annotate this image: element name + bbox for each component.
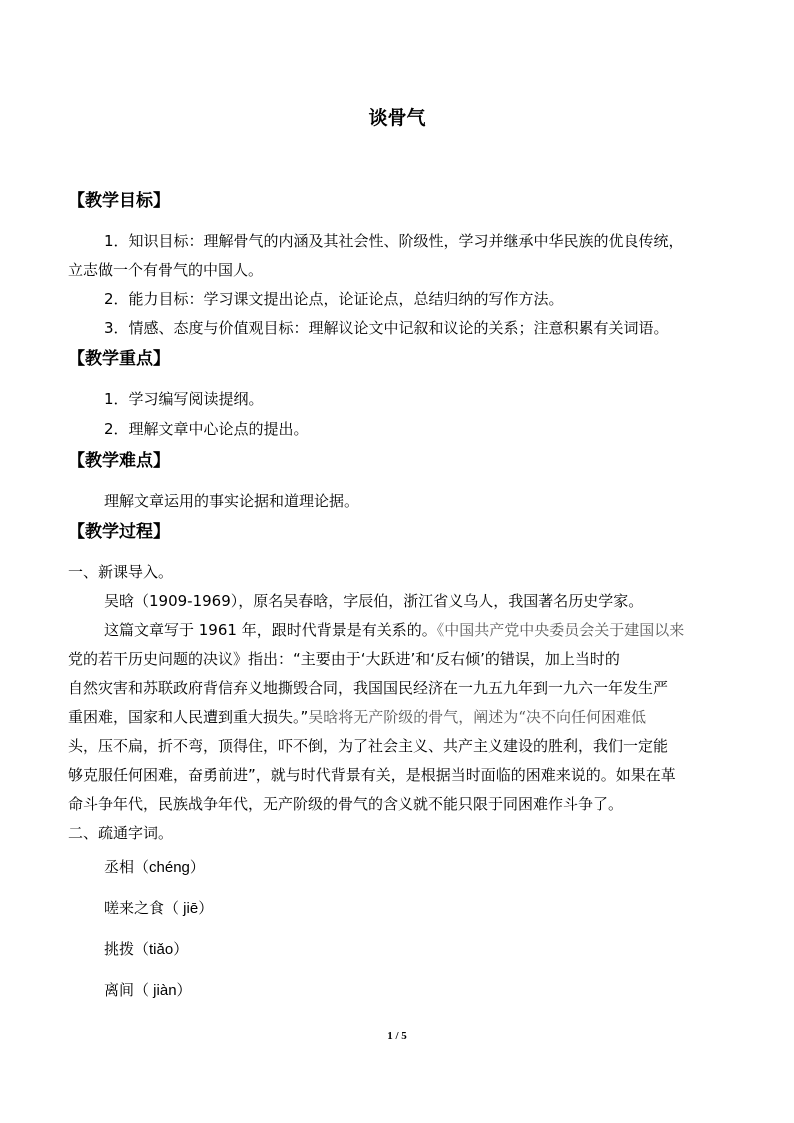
paragraph-line-6: 够克服任何困难，奋勇前进”，就与时代背景有关，是根据当时面临的困难来说的。如果在革: [68, 766, 676, 784]
section-heading-goals: 【教学目标】: [68, 191, 170, 211]
paragraph-line-3: 自然灾害和苏联政府背信弃义地撕毁合同，我国国民经济在一九五九年到一九六一年发生严: [68, 679, 669, 697]
goal-item-3: 3．情感、态度与价值观目标：理解议论文中记叙和议论的关系；注意积累有关词语。: [104, 319, 669, 337]
vocab-word: 离间: [104, 981, 135, 999]
vocab-word: 嗟来之食: [104, 899, 165, 917]
vocab-item: [104, 938, 188, 961]
section-heading-process: 【教学过程】: [68, 522, 170, 542]
document-title: 谈骨气: [368, 107, 426, 129]
section-heading-difficulties: 【教学难点】: [68, 451, 170, 471]
process-part-1-heading: 一、新课导入。: [68, 563, 174, 581]
vocab-word: 丞相: [104, 858, 135, 876]
vocab-item: [104, 856, 205, 879]
paragraph-line-7: 命斗争年代，民族战争年代，无产阶级的骨气的含义就不能只限于同困难作斗争了。: [68, 795, 624, 813]
difficulty-text: 理解文章运用的事实论据和道理论据。: [104, 492, 360, 510]
paragraph-line-1-a: 这篇文章写于 1961 年，跟时代背景是有关系的。: [104, 621, 437, 639]
key-point-2: 2．理解文章中心论点的提出。: [104, 420, 309, 438]
goal-item-1-line-1: 1．知识目标：理解骨气的内涵及其社会性、阶级性，学习并继承中华民族的优良传统，: [104, 232, 684, 250]
author-intro: 吴晗（1909-1969），原名吴春晗，字辰伯，浙江省义乌人，我国著名历史学家。: [104, 592, 644, 610]
paragraph-line-4: [68, 706, 646, 728]
vocab-word: 挑拨: [104, 940, 135, 958]
vocab-pinyin: （ jiàn）: [134, 982, 192, 999]
vocab-pinyin: （ jiē）: [164, 900, 214, 917]
key-point-1: 1．学习编写阅读提纲。: [104, 390, 264, 408]
vocab-item: [104, 897, 213, 920]
vocab-pinyin: （chéng）: [134, 859, 205, 876]
vocab-pinyin: （tiǎo）: [134, 941, 189, 958]
process-part-2-heading: 二、疏通字词。: [68, 824, 174, 842]
paragraph-line-1: [104, 619, 684, 641]
goal-item-1-line-2: 立志做一个有骨气的中国人。: [68, 261, 264, 279]
page-number: 1 / 5: [387, 1030, 407, 1042]
paragraph-line-4-b: 吴晗将无产阶级的骨气，阐述为“决不向任何困难低: [308, 708, 646, 726]
paragraph-line-1-b: 《中国共产党中央委员会关于建国以来: [436, 621, 685, 639]
paragraph-line-4-a: 重困难，国家和人民遭到重大损失。”: [68, 708, 309, 726]
goal-item-2: 2．能力目标：学习课文提出论点，论证论点，总结归纳的写作方法。: [104, 290, 564, 308]
paragraph-line-2: 党的若干历史问题的决议》指出：“主要由于‘大跃进’和‘反右倾’的错误，加上当时的: [68, 650, 620, 668]
section-heading-key-points: 【教学重点】: [68, 349, 170, 369]
vocab-item: [104, 979, 192, 1002]
paragraph-line-5: 头，压不扁，折不弯，顶得住，吓不倒，为了社会主义、共产主义建设的胜利，我们一定能: [68, 737, 669, 755]
